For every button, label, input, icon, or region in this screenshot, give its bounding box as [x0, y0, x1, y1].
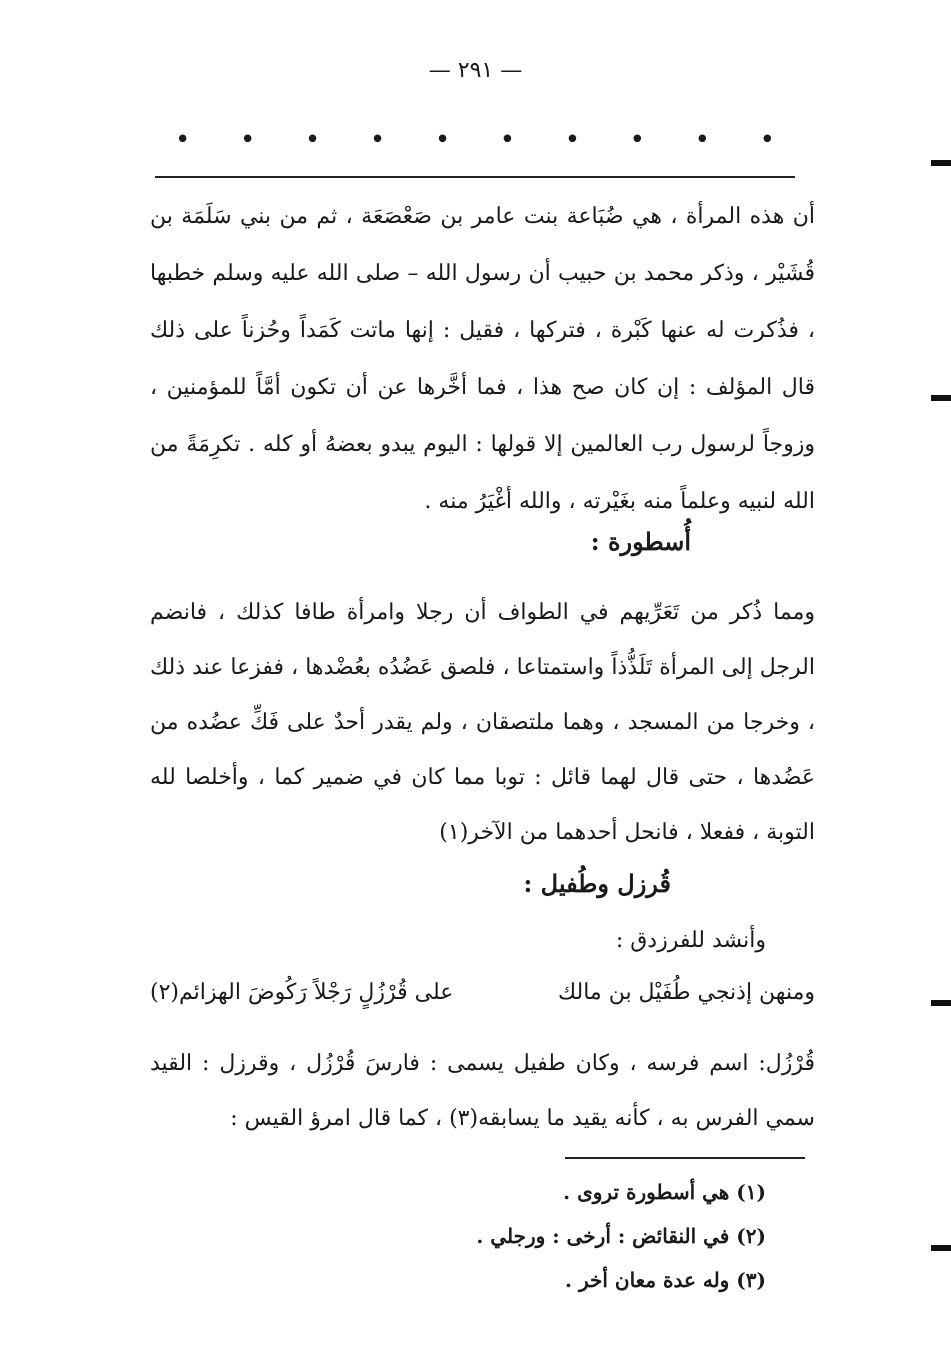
- ornament-dot: •: [175, 125, 191, 155]
- verse-second-hemistich: على قُرْزُلٍ رَجْلاً رَكُوضَ الهزائم(٢): [150, 980, 454, 1005]
- ornament-dot: •: [304, 125, 321, 155]
- ornament-dot: •: [499, 125, 516, 155]
- footnote-item: (٢) في النقائض : أرخى : ورجلي .: [476, 1224, 766, 1248]
- ornament-dot: •: [759, 125, 775, 155]
- ornament-dot: •: [434, 125, 451, 155]
- section-heading-qurzul: قُرزل وطُفيل :: [523, 869, 671, 898]
- page-number: — ٢٩١ —: [428, 58, 523, 83]
- poem-verse: [150, 980, 815, 1005]
- paragraph-qurzul: قُرْزُل: اسم فرسه ، وكان طفيل يسمى : فارسَ قُرْزُل ، وقرزل : القيد سمي الفرس به ، كأنه يقيد ما يسابقه(٣) ، كما قال امرؤ القيس :: [150, 1051, 815, 1131]
- ornament-dot: •: [694, 125, 710, 155]
- paragraph-legend: ومما ذُكر من تَعَرِّيهم في الطواف أن رجلا وامرأة طافا كذلك ، فانضم الرجل إلى المرأة تَلَذُّذاً واستمتاعا ، فلصق عَضُدُه بعُضْدها ، ففزعا عند ذلك ، وخرجا من المسجد ، وهما ملتصقان ، ولم يقدر أحدٌ على فَكِّ عضُده من عَضُدها ، حتى قال لهما قائل : توبا مما كان في ضمير كما ، وأخلصا لله التوبة ، ففعلا ، فانحل أحدهما من الآخر(١): [150, 600, 815, 845]
- footnote-divider: [565, 1157, 805, 1159]
- verse-first-hemistich: ومنهن إذنجي طُفَيْل بن مالك: [557, 980, 815, 1005]
- footnotes-list: [476, 1170, 766, 1302]
- section-heading-legend: أُسطورة :: [590, 527, 691, 556]
- scan-edge-mark: [931, 1000, 951, 1006]
- verse-intro: وأنشد للفرزدق :: [615, 928, 766, 953]
- paragraph-dubaa: أن هذه المرأة ، هي ضُبَاعة بنت عامر بن صَعْصَعَة ، ثم من بني سَلَمَة بن قُشَيْر ، وذكر محمد بن حبيب أن رسول الله – صلى الله عليه وسلم خطبها ، فذُكرت له عنها كَبْرة ، فتركها ، فقيل : إنها ماتت كَمَداً وحُزناً على ذلك قال المؤلف : إن كان صح هذا ، فما أخَّرها عن أن تكون أمَّاً للمؤمنين ، وزوجاً لرسول رب العالمين إلا قولها : اليوم يبدو بعضهُ أو كله . تكرِمَةً من الله لنبيه وعلماً منه بغَيْرته ، والله أغْيَرُ منه .: [150, 204, 816, 514]
- ornament-dot: •: [239, 125, 256, 155]
- footnote-item: (١) هي أسطورة تروى .: [563, 1180, 766, 1204]
- ornament-dot: •: [564, 125, 581, 155]
- scan-edge-mark: [931, 395, 951, 401]
- ornament-dot: •: [629, 125, 646, 155]
- scan-edge-mark: [931, 1245, 951, 1251]
- ornamental-dots-row: [175, 126, 775, 154]
- footnote-item: (٣) وله عدة معان أخر .: [565, 1268, 766, 1292]
- header-divider: [155, 176, 795, 178]
- scan-edge-mark: [931, 160, 951, 166]
- ornament-dot: •: [369, 125, 386, 155]
